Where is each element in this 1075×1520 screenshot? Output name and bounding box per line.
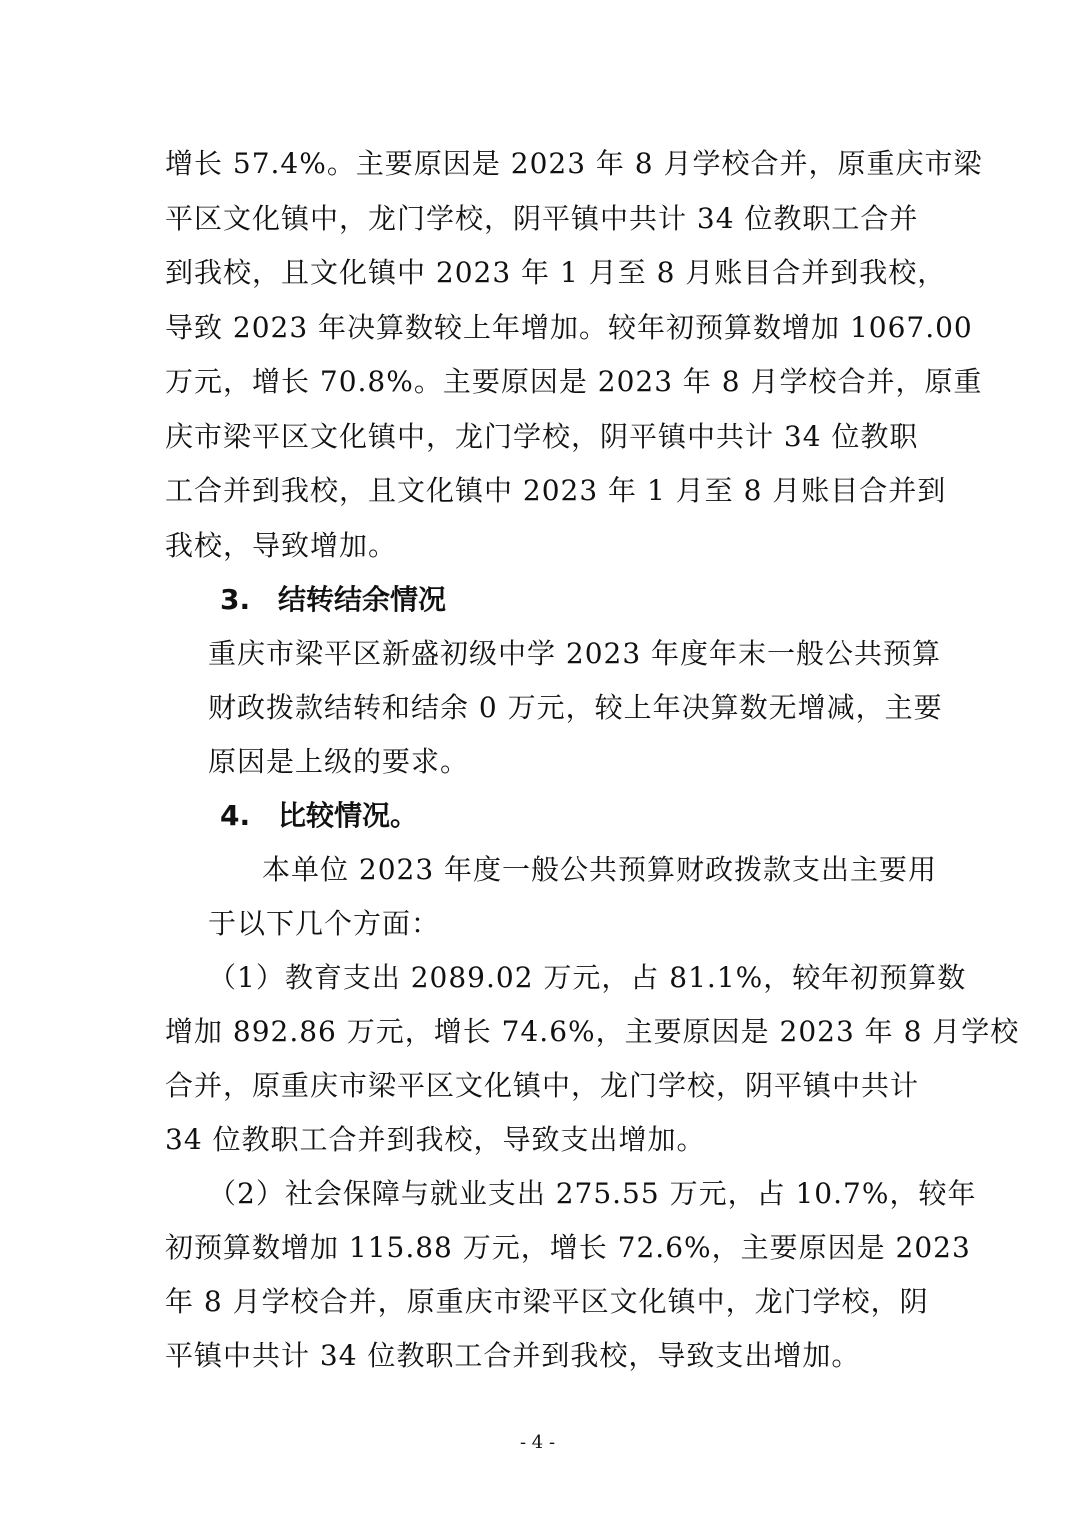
text-line: 原因是上级的要求。 [208,745,470,778]
section-4-heading [220,798,418,834]
text-line: 34 位教职工合并到我校，导致支出增加。 [165,1123,706,1156]
section-number: 4. [220,799,251,832]
text-line: 于以下几个方面： [208,907,441,940]
text-line: （2）社会保障与就业支出 275.55 万元，占 10.7%，较年 [208,1177,977,1210]
text-line: 合并，原重庆市梁平区文化镇中，龙门学校，阴平镇中共计 [165,1069,920,1102]
text-line: 增加 892.86 万元，增长 74.6%，主要原因是 2023 年 8 月学校 [165,1015,1020,1048]
text-line: 工合并到我校，且文化镇中 2023 年 1 月至 8 月账目合并到 [165,474,947,507]
section-title: 比较情况。 [278,799,419,832]
section-number: 3. [220,583,251,616]
text-line: 平镇中共计 34 位教职工合并到我校，导致支出增加。 [165,1339,861,1372]
text-line: （1）教育支出 2089.02 万元，占 81.1%，较年初预算数 [208,961,967,994]
text-line: 万元，增长 70.8%。主要原因是 2023 年 8 月学校合并，原重 [165,365,983,398]
text-line: 重庆市梁平区新盛初级中学 2023 年度年末一般公共预算 [208,637,942,670]
text-line: 本单位 2023 年度一般公共预算财政拨款支出主要用 [262,853,938,886]
text-line: 平区文化镇中，龙门学校，阴平镇中共计 34 位教职工合并 [165,202,919,235]
text-line: 增长 57.4%。主要原因是 2023 年 8 月学校合并，原重庆市梁 [165,147,983,180]
section-title: 结转结余情况 [278,583,447,616]
text-line: 到我校，且文化镇中 2023 年 1 月至 8 月账目合并到我校， [165,256,947,289]
text-line: 导致 2023 年决算数较上年增加。较年初预算数增加 1067.00 [165,311,973,344]
text-line: 财政拨款结转和结余 0 万元，较上年决算数无增减，主要 [208,691,943,724]
text-line: 我校，导致增加。 [165,529,398,562]
section-3-heading [220,582,446,618]
text-line: 庆市梁平区文化镇中，龙门学校，阴平镇中共计 34 位教职 [165,420,919,453]
text-line: 初预算数增加 115.88 万元，增长 72.6%，主要原因是 2023 [165,1231,971,1264]
text-line: 年 8 月学校合并，原重庆市梁平区文化镇中，龙门学校，阴 [165,1285,929,1318]
page-number: - 4 - [519,1432,556,1453]
